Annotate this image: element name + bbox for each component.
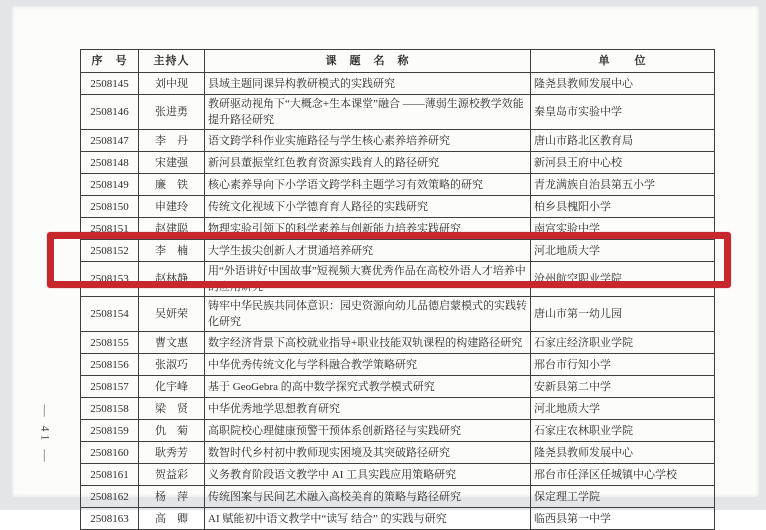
row-unit: 邢台市行知小学 (531, 354, 715, 376)
row-unit: 临西县第一中学 (531, 508, 715, 530)
project-list-table (80, 49, 715, 530)
row-title: 数字经济背景下高校就业指导+职业技能双轨课程的构建路径研究 (205, 332, 531, 354)
row-title: 传统文化视域下小学德育育人路径的实践研究 (205, 196, 531, 218)
row-title: 用“外语讲好中国故事”短视频大赛优秀作品在高校外语人才培养中的应用研究 (205, 262, 531, 297)
page-number: — 41 — (38, 404, 53, 465)
row-leader: 贺益彩 (139, 464, 205, 486)
row-title: 大学生拔尖创新人才贯通培养研究 (205, 240, 531, 262)
row-unit: 唐山市路北区教育局 (531, 130, 715, 152)
row-unit: 河北地质大学 (531, 398, 715, 420)
row-title: 语文跨学科作业实施路径与学生核心素养培养研究 (205, 130, 531, 152)
table-row (81, 398, 715, 420)
row-leader: 张淑巧 (139, 354, 205, 376)
row-leader: 赵林静 (139, 262, 205, 297)
row-unit: 隆尧县教师发展中心 (531, 442, 715, 464)
table-row (81, 486, 715, 508)
row-unit: 青龙满族自治县第五小学 (531, 174, 715, 196)
row-leader: 李 丹 (139, 130, 205, 152)
row-title: 教研驱动视角下“大概念+生本课堂”融合 ——薄弱生源校教学效能提升路径研究 (205, 95, 531, 130)
header-leader: 主持人 (139, 50, 205, 73)
row-serial: 2508163 (81, 508, 139, 530)
row-title: AI 赋能初中语文教学中“读写 结合” 的实践与研究 (205, 508, 531, 530)
row-leader: 吴妍荣 (139, 297, 205, 332)
row-unit: 石家庄农林职业学院 (531, 420, 715, 442)
row-serial: 2508160 (81, 442, 139, 464)
table-row (81, 152, 715, 174)
table-row (81, 508, 715, 530)
row-title: 高职院校心理健康预警干预体系创新路径与实践研究 (205, 420, 531, 442)
row-title: 数智时代乡村初中教师现实困境及其突破路径研究 (205, 442, 531, 464)
row-unit: 邢台市任泽区任城镇中心学校 (531, 464, 715, 486)
row-leader: 仇 菊 (139, 420, 205, 442)
table-row (81, 130, 715, 152)
row-serial: 2508157 (81, 376, 139, 398)
row-serial: 2508155 (81, 332, 139, 354)
row-serial: 2508151 (81, 218, 139, 240)
row-title: 铸牢中华民族共同体意识：园史资源向幼儿品德启蒙模式的实践转化研究 (205, 297, 531, 332)
table-row (81, 73, 715, 95)
row-unit: 河北地质大学 (531, 240, 715, 262)
table-row (81, 376, 715, 398)
row-serial: 2508153 (81, 262, 139, 297)
row-serial: 2508159 (81, 420, 139, 442)
table-row (81, 420, 715, 442)
row-title: 中华优秀传统文化与学科融合教学策略研究 (205, 354, 531, 376)
row-serial: 2508146 (81, 95, 139, 130)
table-row (81, 464, 715, 486)
row-title: 核心素养导向下小学语文跨学科主题学习有效策略的研究 (205, 174, 531, 196)
row-title: 传统图案与民间艺术融入高校美育的策略与路径研究 (205, 486, 531, 508)
row-leader: 曹文惠 (139, 332, 205, 354)
table-row (81, 297, 715, 332)
table-row (81, 218, 715, 240)
row-serial: 2508148 (81, 152, 139, 174)
row-title: 中华优秀地学思想教育研究 (205, 398, 531, 420)
row-serial: 2508162 (81, 486, 139, 508)
row-leader: 赵建聪 (139, 218, 205, 240)
row-leader: 高 卿 (139, 508, 205, 530)
table-row (81, 332, 715, 354)
row-serial: 2508161 (81, 464, 139, 486)
row-serial: 2508154 (81, 297, 139, 332)
row-leader: 张进勇 (139, 95, 205, 130)
row-unit: 石家庄经济职业学院 (531, 332, 715, 354)
row-unit: 沧州航空职业学院 (531, 262, 715, 297)
header-title: 课 题 名 称 (205, 50, 531, 73)
table-row (81, 240, 715, 262)
row-leader: 耿秀芳 (139, 442, 205, 464)
row-unit: 安新县第二中学 (531, 376, 715, 398)
row-unit: 南宫实验中学 (531, 218, 715, 240)
table-header-row (81, 50, 715, 73)
row-leader: 李 楠 (139, 240, 205, 262)
row-unit: 唐山市第一幼儿园 (531, 297, 715, 332)
row-leader: 廉 铁 (139, 174, 205, 196)
row-leader: 宋建强 (139, 152, 205, 174)
table-row (81, 442, 715, 464)
row-unit: 新河县王府中心校 (531, 152, 715, 174)
row-title: 物理实验引领下的科学素养与创新能力培养实践研究 (205, 218, 531, 240)
row-leader: 梁 贤 (139, 398, 205, 420)
header-serial: 序 号 (81, 50, 139, 73)
table-row (81, 174, 715, 196)
row-title: 义务教育阶段语文教学中 AI 工具实践应用策略研究 (205, 464, 531, 486)
row-unit: 保定理工学院 (531, 486, 715, 508)
table-row (81, 354, 715, 376)
row-serial: 2508150 (81, 196, 139, 218)
table-row (81, 262, 715, 297)
row-leader: 申建玲 (139, 196, 205, 218)
row-leader: 化宇峰 (139, 376, 205, 398)
header-unit: 单 位 (531, 50, 715, 73)
row-title: 县域主题同课异构教研模式的实践研究 (205, 73, 531, 95)
row-unit: 秦皇岛市实验中学 (531, 95, 715, 130)
row-serial: 2508145 (81, 73, 139, 95)
row-title: 新河县董振堂红色教育资源实践育人的路径研究 (205, 152, 531, 174)
row-title: 基于 GeoGebra 的高中数学探究式教学模式研究 (205, 376, 531, 398)
row-unit: 隆尧县教师发展中心 (531, 73, 715, 95)
table-row (81, 196, 715, 218)
row-serial: 2508147 (81, 130, 139, 152)
table-row (81, 95, 715, 130)
row-unit: 柏乡县槐阳小学 (531, 196, 715, 218)
row-serial: 2508156 (81, 354, 139, 376)
row-serial: 2508152 (81, 240, 139, 262)
row-serial: 2508149 (81, 174, 139, 196)
row-leader: 刘中现 (139, 73, 205, 95)
row-serial: 2508158 (81, 398, 139, 420)
row-leader: 杨 萍 (139, 486, 205, 508)
